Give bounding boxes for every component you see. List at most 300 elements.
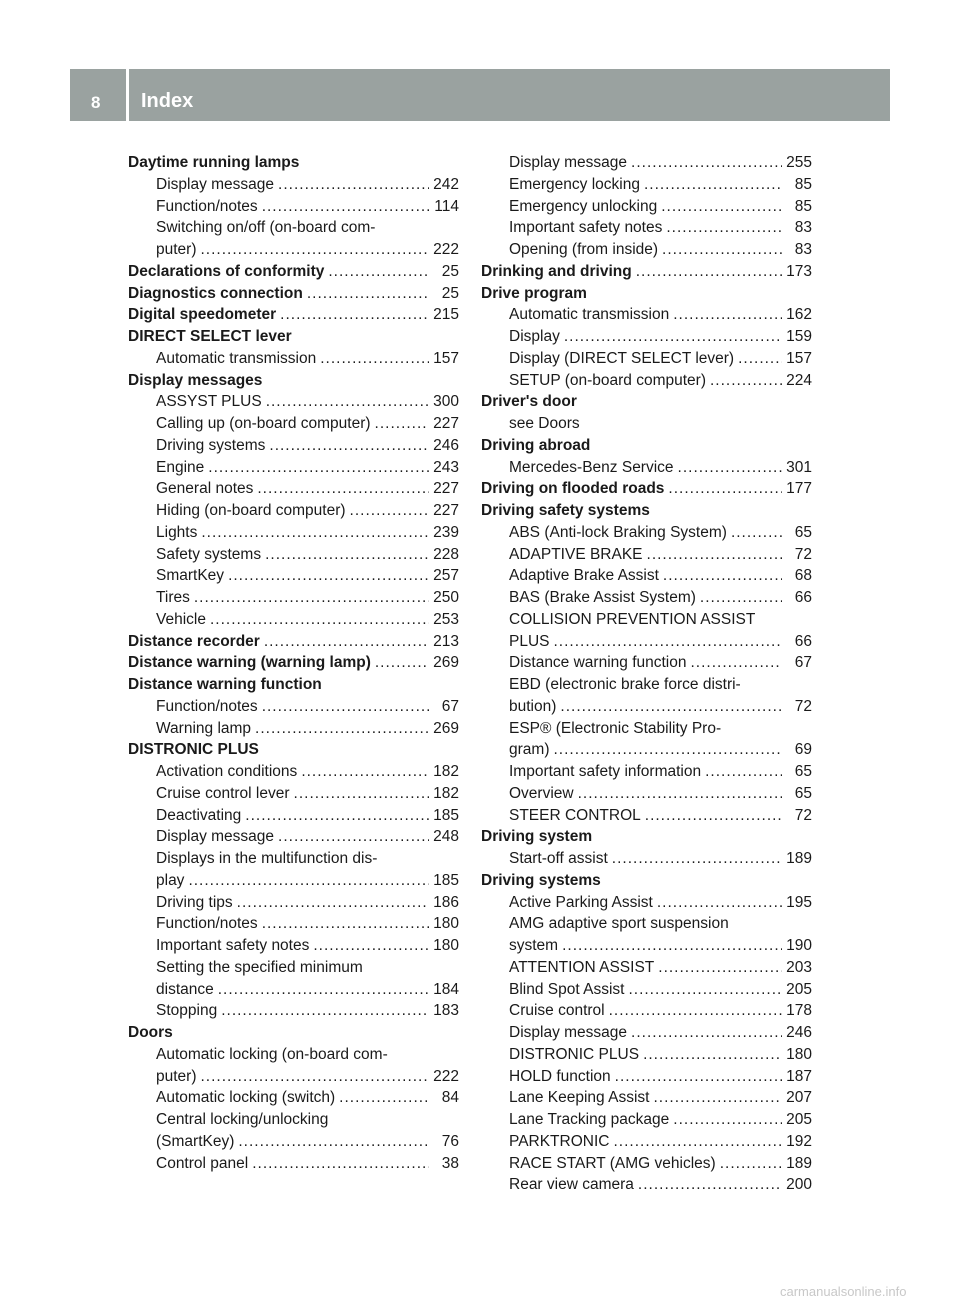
entry-page-number: 190 [786,937,812,954]
entry-page-number: 65 [794,784,812,802]
dot-leader [562,935,782,957]
entry-page-number: 69 [794,741,812,759]
entry-page-number: 222 [433,1067,459,1085]
entry-page-number: 248 [433,828,459,846]
index-entry [128,435,459,457]
index-entry [481,522,812,544]
entry-page-number: 68 [794,567,812,585]
dot-leader [564,326,782,348]
entry-text: AMG adaptive sport suspension [509,915,729,933]
dot-leader [262,196,429,218]
dot-leader [666,217,782,239]
index-entry [481,1109,812,1131]
index-entry [128,783,459,805]
entry-text: DIRECT SELECT lever [128,328,292,345]
entry-text: Display message [509,1024,628,1041]
dot-leader [662,239,782,261]
dot-leader [194,587,429,609]
entry-page-number: 185 [433,871,459,889]
index-heading [481,478,812,500]
entry-text: Calling up (on-board computer) [156,415,371,432]
entry-page-number: 242 [433,175,459,193]
dot-leader [201,1066,430,1088]
index-entry [128,848,459,870]
entry-page-number: 189 [786,850,812,867]
index-heading [128,674,459,696]
entry-text: Drive program [481,284,587,302]
entry-text: Function/notes [156,915,258,933]
entry-text: Declarations of conformity [128,262,325,280]
entry-page-number: 205 [786,1111,812,1128]
index-entry [481,196,812,218]
dot-leader [264,631,429,653]
entry-page-number: 250 [433,589,459,606]
dot-leader [375,413,429,435]
entry-text: Display (DIRECT SELECT lever) [509,349,735,367]
dot-leader [613,1131,782,1153]
index-entry [481,696,812,718]
entry-text: Tires [156,589,190,606]
entry-text: Daytime running lamps [128,154,300,171]
dot-leader [278,174,429,196]
dot-leader [201,522,429,544]
index-heading [128,370,459,392]
index-entry [128,239,459,261]
entry-text: Deactivating [156,806,242,824]
entry-page-number: 227 [433,415,459,432]
entry-page-number: 269 [433,654,459,672]
dot-leader [301,761,429,783]
entry-text: Driving on flooded roads [481,480,665,498]
index-heading [481,261,812,283]
entry-text: Display [509,328,560,345]
dot-leader [612,848,782,870]
dot-leader [636,261,782,283]
index-entry [481,652,812,674]
entry-page-number: 183 [433,1002,459,1020]
entry-page-number: 227 [433,502,459,519]
entry-page-number: 222 [433,241,459,258]
entry-page-number: 72 [794,545,812,563]
entry-text: distance [156,980,214,998]
index-entry [481,1000,812,1022]
entry-text: Central locking/unlocking [156,1111,329,1128]
index-entry [128,935,459,957]
entry-text: Displays in the multifunction dis- [156,850,378,867]
entry-text: Distance warning (warning lamp) [128,654,371,672]
index-entry [128,500,459,522]
entry-text: ATTENTION ASSIST [509,958,655,976]
entry-page-number: 182 [433,763,459,780]
index-entry [128,979,459,1001]
entry-page-number: 85 [794,175,812,193]
index-entry [481,1044,812,1066]
dot-leader [560,696,782,718]
index-heading [128,261,459,283]
index-entry [128,1109,459,1131]
entry-text: Lane Tracking package [509,1111,670,1128]
entry-page-number: 178 [786,1002,812,1020]
dot-leader [269,435,429,457]
dot-leader [375,652,429,674]
dot-leader [738,348,782,370]
entry-page-number: 180 [433,915,459,933]
entry-text: SmartKey [156,567,225,585]
index-heading [128,152,459,174]
entry-page-number: 253 [433,610,459,628]
index-heading [481,391,812,413]
index-entry [128,718,459,740]
index-entry [128,457,459,479]
index-entry [128,696,459,718]
entry-page-number: 203 [786,958,812,976]
entry-text: ASSYST PLUS [156,393,262,411]
dot-leader [615,1066,782,1088]
dot-leader [339,1087,429,1109]
index-entry [481,152,812,174]
index-entry [128,196,459,218]
index-entry [128,609,459,631]
dot-leader [705,761,782,783]
entry-text: Engine [156,458,205,476]
index-entry [128,761,459,783]
entry-page-number: 269 [433,719,459,737]
entry-page-number: 85 [794,197,812,215]
entry-text: puter) [156,241,197,258]
index-entry [128,1000,459,1022]
index-entry [481,304,812,326]
dot-leader [673,304,782,326]
entry-text: bution) [509,697,557,715]
index-entry [128,1153,459,1175]
index-heading [128,739,459,761]
entry-text: Hiding (on-board computer) [156,502,346,519]
entry-page-number: 67 [794,654,812,672]
index-heading [128,1022,459,1044]
index-entry [128,348,459,370]
entry-page-number: 67 [441,697,459,715]
entry-page-number: 157 [433,349,459,367]
index-entry [481,609,812,631]
entry-text: Important safety information [509,763,702,780]
index-entry [481,544,812,566]
entry-text: Driving tips [156,893,233,911]
index-entry [481,217,812,239]
index-entry [481,348,812,370]
entry-page-number: 246 [786,1024,812,1041]
index-entry [481,935,812,957]
entry-text: Control panel [156,1154,249,1172]
entry-text: Drinking and driving [481,262,632,280]
index-column-left [128,152,459,1174]
index-entry [128,478,459,500]
dot-leader [553,739,782,761]
index-entry [481,1174,812,1196]
entry-page-number: 224 [786,371,812,389]
entry-text: RACE START (AMG vehicles) [509,1154,716,1172]
index-entry [128,892,459,914]
index-heading [481,435,812,457]
index-entry [128,1087,459,1109]
index-entry [128,1131,459,1153]
index-entry [481,413,812,435]
entry-page-number: 84 [441,1089,459,1107]
index-entry [128,391,459,413]
dot-leader [638,1174,782,1196]
dot-leader [307,283,429,305]
watermark: carmanualsonline.info [780,1284,907,1299]
dot-leader [188,870,429,892]
entry-page-number: 207 [786,1089,812,1107]
index-heading [128,283,459,305]
entry-page-number: 239 [433,523,459,541]
dot-leader [731,522,782,544]
dot-leader [700,587,782,609]
entry-page-number: 227 [433,480,459,498]
index-entry [481,761,812,783]
entry-page-number: 38 [441,1154,459,1172]
entry-text: Important safety notes [156,937,310,954]
entry-page-number: 173 [786,262,812,280]
entry-text: Driving safety systems [481,502,650,519]
entry-page-number: 180 [786,1045,812,1063]
dot-leader [691,652,783,674]
index-entry [128,870,459,892]
dot-leader [262,913,429,935]
index-entry [128,913,459,935]
page-number: 8 [91,93,101,112]
dot-leader [644,174,782,196]
index-heading [481,870,812,892]
index-entry [128,587,459,609]
entry-page-number: 76 [441,1132,459,1150]
entry-text: Digital speedometer [128,306,277,324]
index-entry [481,957,812,979]
dot-leader [265,544,429,566]
entry-page-number: 162 [786,306,812,324]
entry-page-number: 114 [434,197,459,215]
index-entry [481,631,812,653]
dot-leader [328,261,429,283]
entry-page-number: 25 [441,284,459,302]
entry-text: Driver's door [481,393,577,411]
entry-text: Function/notes [156,197,258,215]
dot-leader [210,609,429,631]
index-entry [481,1153,812,1175]
entry-text: ESP® (Electronic Stability Pro- [509,719,722,737]
entry-page-number: 159 [786,328,812,345]
dot-leader [221,1000,429,1022]
index-heading [128,652,459,674]
dot-leader [313,935,429,957]
entry-text: Start-off assist [509,850,608,867]
dot-leader [257,478,429,500]
entry-page-number: 83 [794,219,812,237]
entry-text: Setting the specified minimum [156,958,363,976]
entry-text: Cruise control lever [156,784,290,802]
entry-page-number: 66 [794,589,812,606]
entry-text: Function/notes [156,697,258,715]
entry-text: Automatic locking (switch) [156,1089,336,1107]
entry-text: Emergency unlocking [509,197,658,215]
entry-text: SETUP (on-board computer) [509,371,706,389]
index-column-right [481,152,812,1196]
entry-page-number: 301 [786,458,812,476]
entry-page-number: 205 [786,980,812,998]
entry-page-number: 192 [786,1132,812,1150]
entry-text: Important safety notes [509,219,663,237]
index-entry [481,1087,812,1109]
entry-page-number: 200 [786,1176,812,1194]
entry-text: COLLISION PREVENTION ASSIST [509,610,756,628]
entry-text: Distance recorder [128,632,260,650]
entry-text: PARKTRONIC [509,1132,610,1150]
dot-leader [647,544,782,566]
index-entry [481,457,812,479]
entry-text: play [156,871,185,889]
dot-leader [710,370,782,392]
index-entry [128,217,459,239]
entry-text: Warning lamp [156,719,252,737]
entry-text: Distance warning function [509,654,687,672]
dot-leader [320,348,429,370]
entry-text: Lane Keeping Assist [509,1089,650,1107]
entry-text: Driving systems [156,436,266,454]
entry-page-number: 185 [433,806,459,824]
dot-leader [645,805,782,827]
dot-leader [255,718,429,740]
entry-text: (SmartKey) [156,1132,235,1150]
entry-page-number: 215 [433,306,459,324]
index-entry [128,565,459,587]
entry-text: STEER CONTROL [509,806,641,824]
dot-leader [720,1153,782,1175]
index-entry [481,979,812,1001]
index-entry [128,522,459,544]
entry-text: Safety systems [156,545,262,563]
page-title: Index [141,90,194,112]
dot-leader [578,783,782,805]
dot-leader [628,979,782,1001]
entry-text: Diagnostics connection [128,284,303,302]
index-entry [481,326,812,348]
entry-page-number: 213 [433,632,459,650]
entry-text: PLUS [509,632,550,650]
entry-page-number: 25 [441,262,459,280]
index-entry [481,174,812,196]
entry-page-number: 184 [433,980,459,998]
dot-leader [653,1087,782,1109]
entry-page-number: 257 [433,567,459,585]
index-entry [481,239,812,261]
entry-text: Blind Spot Assist [509,980,625,998]
entry-page-number: 195 [786,893,812,911]
entry-text: see Doors [509,415,580,432]
entry-page-number: 66 [794,632,812,650]
entry-text: BAS (Brake Assist System) [509,589,696,606]
entry-text: Rear view camera [509,1176,634,1194]
entry-page-number: 65 [794,523,812,541]
entry-text: Display message [156,175,275,193]
entry-text: Display messages [128,371,263,389]
entry-text: Automatic transmission [156,349,317,367]
index-entry [481,565,812,587]
entry-page-number: 65 [794,763,812,780]
dot-leader [643,1044,782,1066]
index-entry [481,370,812,392]
dot-leader [609,1000,782,1022]
entry-text: Driving abroad [481,436,591,454]
header-divider [126,69,129,121]
dot-leader [218,979,429,1001]
dot-leader [266,391,429,413]
entry-page-number: 300 [433,393,459,411]
dot-leader [658,957,782,979]
index-heading [128,326,459,348]
entry-text: Overview [509,784,574,802]
dot-leader [673,1109,782,1131]
entry-page-number: 246 [433,436,459,454]
index-heading [128,631,459,653]
entry-text: puter) [156,1067,197,1085]
index-entry [128,544,459,566]
index-entry [481,913,812,935]
dot-leader [280,304,429,326]
dot-leader [237,892,429,914]
dot-leader [631,1022,782,1044]
entry-text: Adaptive Brake Assist [509,567,659,585]
entry-text: system [509,937,559,954]
index-entry [481,718,812,740]
index-heading [128,304,459,326]
index-entry [128,1066,459,1088]
entry-page-number: 72 [794,806,812,824]
dot-leader [294,783,429,805]
index-entry [481,674,812,696]
dot-leader [657,892,782,914]
index-entry [481,1131,812,1153]
entry-page-number: 187 [786,1067,812,1085]
entry-text: ADAPTIVE BRAKE [509,545,643,563]
index-entry [481,848,812,870]
dot-leader [278,826,429,848]
index-entry [128,805,459,827]
index-heading [481,500,812,522]
entry-page-number: 255 [786,154,812,171]
index-entry [128,174,459,196]
dot-leader [238,1131,429,1153]
index-entry [481,805,812,827]
entry-page-number: 182 [433,784,459,802]
entry-text: Distance warning function [128,676,322,693]
dot-leader [252,1153,429,1175]
entry-text: Mercedes-Benz Service [509,458,674,476]
dot-leader [208,457,429,479]
dot-leader [631,152,782,174]
dot-leader [663,565,782,587]
index-entry [481,1022,812,1044]
dot-leader [661,196,782,218]
entry-page-number: 177 [786,480,812,498]
index-heading [481,283,812,305]
entry-page-number: 83 [794,241,812,258]
dot-leader [201,239,430,261]
dot-leader [350,500,429,522]
index-entry [128,413,459,435]
dot-leader [678,457,782,479]
index-entry [481,783,812,805]
entry-text: Switching on/off (on-board com- [156,219,376,237]
